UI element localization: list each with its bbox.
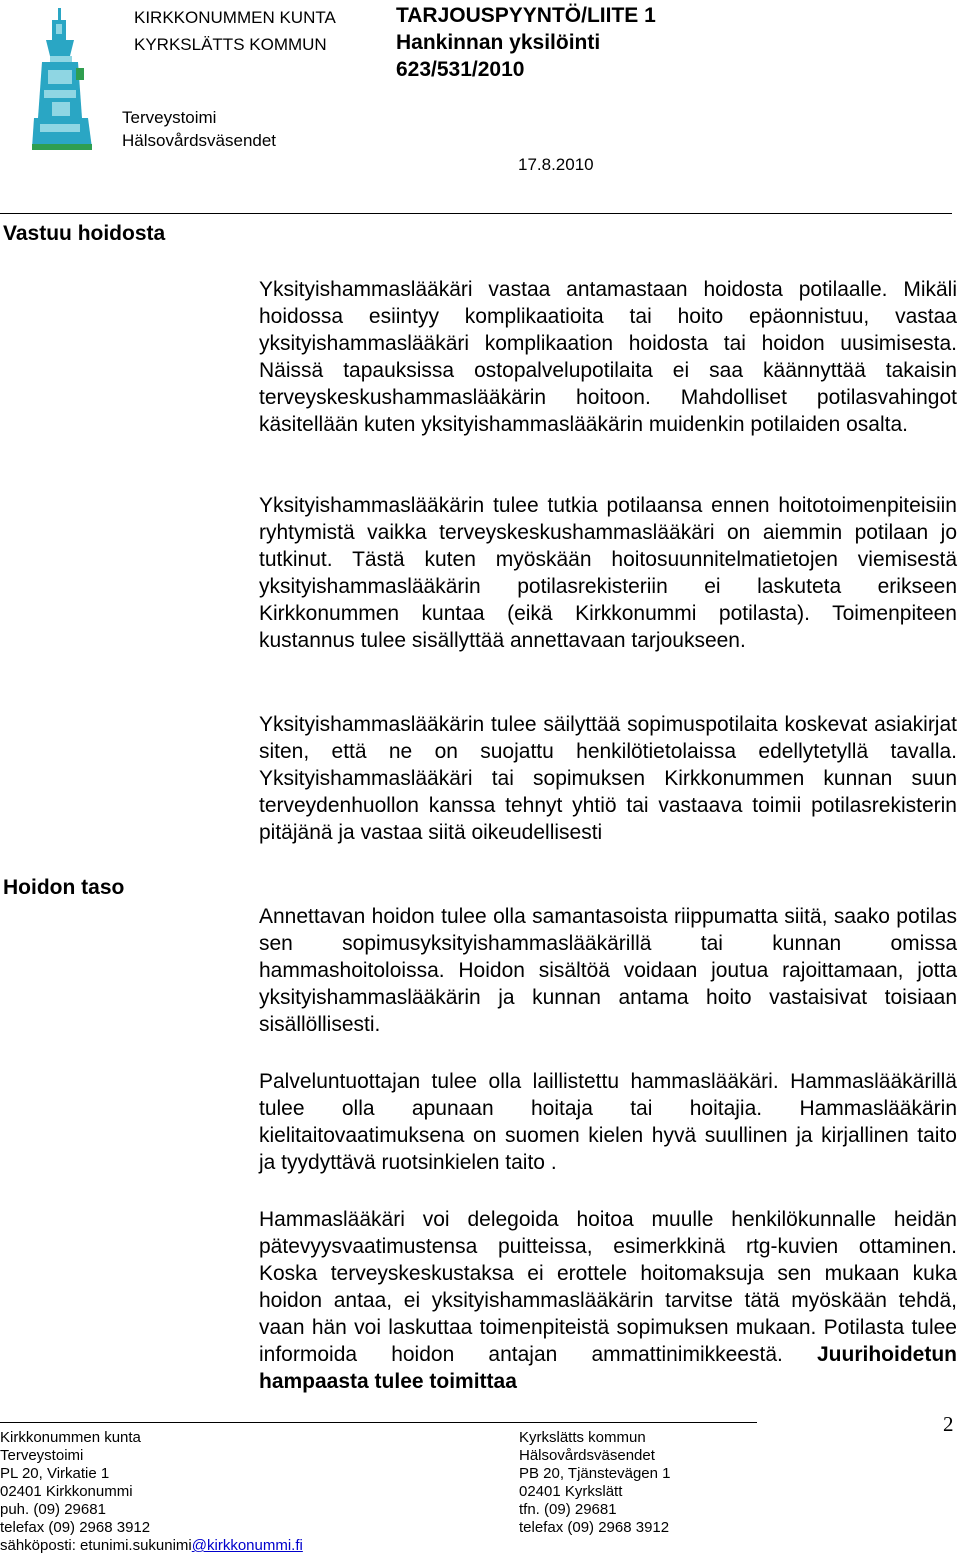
footer-rule: [0, 1422, 757, 1423]
document-date: 17.8.2010: [518, 155, 594, 174]
footer-phone-sv: tfn. (09) 29681: [519, 1501, 617, 1518]
footer-phone: puh. (09) 29681: [0, 1501, 106, 1518]
org-name-sv: KYRKSLÄTTS KOMMUN: [134, 35, 327, 54]
org-name-fi: KIRKKONUMMEN KUNTA: [134, 8, 336, 27]
document-title: TARJOUSPYYNTÖ/LIITE 1: [396, 4, 656, 27]
footer-fax: telefax (09) 2968 3912: [0, 1519, 151, 1536]
email-prefix: sähköposti: etunimi.sukunimi: [0, 1537, 192, 1554]
footer-postcode-sv: 02401 Kyrkslätt: [519, 1483, 623, 1500]
footer-email: [0, 1537, 303, 1555]
footer-postcode: 02401 Kirkkonummi: [0, 1483, 133, 1500]
footer-address: PL 20, Virkatie 1: [0, 1465, 110, 1482]
footer-address-sv: PB 20, Tjänstevägen 1: [519, 1465, 671, 1482]
email-link[interactable]: @kirkkonummi.fi: [191, 1537, 303, 1554]
paragraph: Annettavan hoidon tulee olla samantasoista riippumatta siitä, saako potilas sen sopimusyksityishammaslääkärillä tai kunnan omissa hammashoitoloissa. Hoidon sisältöä voidaan joutua rajoittamaan, jotta yksityishammaslääkärin ja kunnan antama hoito vastaisivat toisiaan sisällöllisesti.: [259, 905, 957, 1036]
header-rule: [0, 213, 952, 214]
paragraph: Yksityishammaslääkärin tulee säilyttää sopimuspotilaita koskevat asiakirjat siten, että ne on suojattu henkilötietolaissa edellytetyllä tavalla. Yksityishammaslääkäri tai sopimuksen Kirkkonummen kunnan suun terveydenhuollon kanssa tehnyt yhtiö tai vastaava toimii potilasrekisterin pitäjänä ja vastaa siitä oikeudellisesti: [259, 713, 957, 844]
section-heading-care-level: Hoidon taso: [3, 876, 125, 899]
footer-dept-sv: Hälsovårdsväsendet: [519, 1447, 655, 1464]
bold-continuation: Juurihoidetun hampaasta tulee toimittaa: [259, 1343, 957, 1393]
section-heading-responsibility: Vastuu hoidosta: [3, 222, 166, 245]
footer-org-sv: Kyrkslätts kommun: [519, 1429, 646, 1446]
paragraph: Palveluntuottajan tulee olla laillistettu hammaslääkäri. Hammaslääkärillä tulee olla apunaan hoitaja tai hoitajia. Hammaslääkärin kielitaitovaatimuksena on suomen kielen hyvä suullinen ja kirjallinen taito ja tyydyttävä ruotsinkielen taito .: [259, 1070, 957, 1174]
paragraph: [259, 1206, 957, 1395]
paragraph: Yksityishammaslääkäri vastaa antamastaan hoidosta potilaalle. Mikäli hoidossa esiintyy komplikaatioita tai hoito epäonnistuu, vastaa yksityishammaslääkäri komplikaation hoidosta tai hoidon uusimisesta. Näissä tapauksissa ostopalvelupotilaita ei saa käännyttää takaisin terveyskeskushammaslääkärin hoitoon. Mahdolliset potilasvahingot käsitellään kuten yksityishammaslääkärin muidenkin potilaiden osalta.: [259, 278, 957, 436]
paragraph: Yksityishammaslääkärin tulee tutkia potilaansa ennen hoitotoimenpiteisiin ryhtymistä vaikka terveyskeskushammaslääkäri on aiemmin potilaan jo tutkinut. Tästä kuten myöskään hoitosuunnitelmatietojen viemisestä yksityishammaslääkärin potilasrekisteriin ei laskuteta erikseen Kirkkonummen kuntaa (eikä Kirkkonummi potilasta). Toimenpiteen kustannus tulee sisällyttää annettavaan tarjoukseen.: [259, 494, 957, 652]
page-number: 2: [943, 1412, 954, 1436]
footer-fax-sv: telefax (09) 2968 3912: [519, 1519, 670, 1536]
footer-org: Kirkkonummen kunta: [0, 1429, 141, 1446]
reference-number: 623/531/2010: [396, 58, 525, 81]
paragraph-text: Hammaslääkäri voi delegoida hoitoa muulle henkilökunnalle heidän pätevyysvaatimustensa puitteissa, esimerkkinä rtg-kuvien ottaminen. Koska terveyskeskustaksa ei erottele hoitomaksuja sen mukaan kuka hoidon antaa, ei yksityishammaslääkärin tarvitse tätä myöskään tehdä, vaan hän voi laskuttaa toimenpiteistä sopimuksen mukaan. Potilasta tulee informoida hoidon antajan ammattinimikkeestä.: [259, 1208, 957, 1366]
lighthouse-icon: [32, 6, 96, 152]
footer-right: [519, 1429, 671, 1537]
municipality-logo: [32, 6, 96, 152]
footer-dept: Terveystoimi: [0, 1447, 84, 1464]
department-fi: Terveystoimi: [122, 108, 217, 127]
document-subtitle: Hankinnan yksilöinti: [396, 31, 601, 54]
department-sv: Hälsovårdsväsendet: [122, 131, 277, 150]
footer-left: [0, 1429, 303, 1555]
